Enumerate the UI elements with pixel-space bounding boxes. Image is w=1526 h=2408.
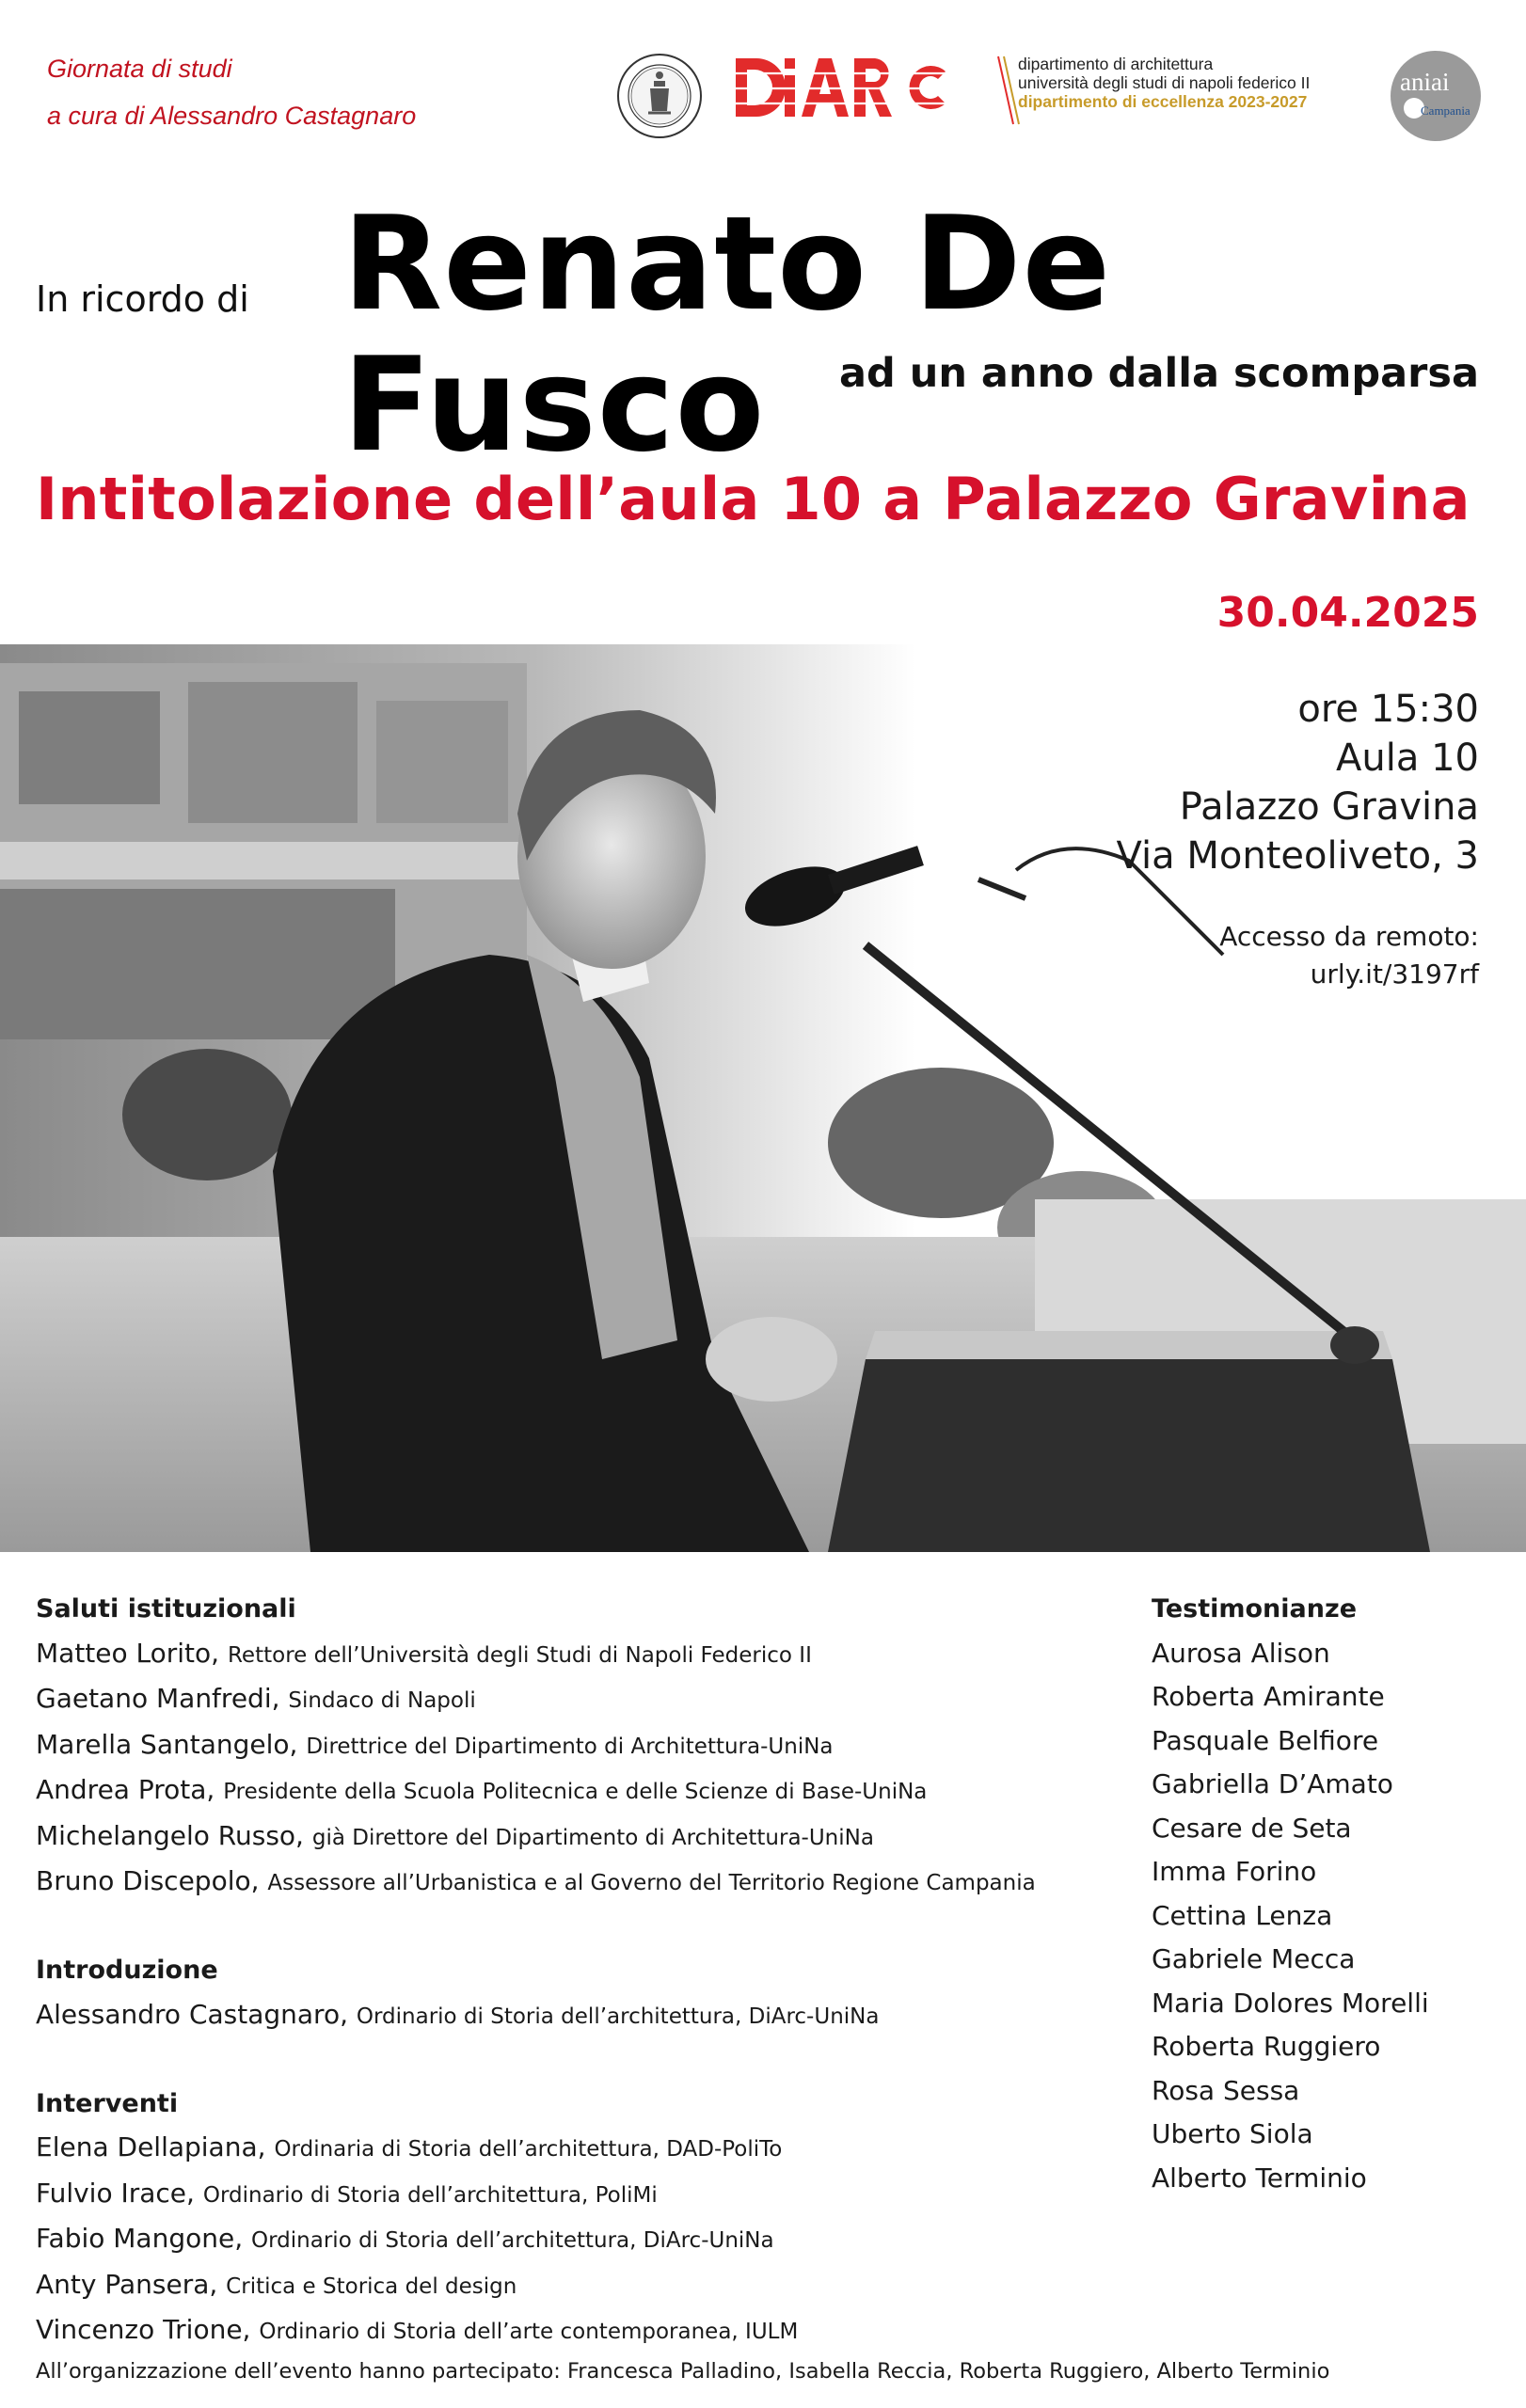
list-item [36, 2172, 1165, 2218]
speaker-role: Ordinario di Storia dell’architettura, PoliMi [202, 2182, 658, 2208]
speaker-name: Matteo Lorito, [36, 1637, 220, 1669]
event-address: Via Monteoliveto, 3 [1116, 834, 1479, 878]
section-heading-testimonianze: Testimonianze [1152, 1594, 1358, 1624]
list-item: Gabriella D’Amato [1152, 1768, 1393, 1799]
list-item: Maria Dolores Morelli [1152, 1987, 1429, 2019]
speaker-role: Presidente della Scuola Politecnica e delle Scienze di Base-UniNa [223, 1780, 928, 1804]
list-item: Rosa Sessa [1152, 2074, 1300, 2106]
speaker-name: Alessandro Castagnaro, [36, 1998, 348, 2030]
organizers-footer: All’organizzazione dell’evento hanno partecipato: Francesca Palladino, Isabella Reccia, Roberta Ruggiero, Alberto Terminio [36, 2359, 1330, 2384]
list-item: Aurosa Alison [1152, 1637, 1330, 1669]
event-date: 30.04.2025 [1216, 589, 1479, 637]
speaker-role: Ordinario di Storia dell’arte contemporanea, IULM [259, 2320, 799, 2344]
event-info [1117, 685, 1479, 880]
program [36, 1588, 1165, 2354]
list-item: Roberta Ruggiero [1152, 2031, 1381, 2062]
diarc-line-1: dipartimento di architettura [1018, 55, 1214, 73]
diarc-line-3: dipartimento di eccellenza 2023-2027 [1018, 92, 1308, 111]
speaker-role: già Direttore del Dipartimento di Architettura-UniNa [311, 1825, 874, 1850]
speaker-name: Bruno Discepolo, [36, 1865, 260, 1896]
event-dedication: Intitolazione dell’aula 10 a Palazzo Gravina [36, 465, 1470, 533]
speaker-name: Fabio Mangone, [36, 2223, 244, 2254]
event-type: Giornata di studi [47, 55, 232, 83]
title-subtitle: ad un anno dalla scomparsa [838, 350, 1479, 397]
event-time: ore 15:30 [1297, 688, 1479, 731]
remote-link[interactable]: urly.it/3197rf [1310, 958, 1479, 990]
list-item: Alberto Terminio [1152, 2162, 1367, 2194]
event-room: Aula 10 [1336, 737, 1479, 780]
list-item [36, 1814, 1165, 1861]
section-heading-introduzione: Introduzione [36, 1956, 218, 1985]
list-item [36, 1632, 1165, 1678]
list-item: Imma Forino [1152, 1856, 1317, 1887]
speaker-name: Elena Dellapiana, [36, 2131, 266, 2162]
list-item: Uberto Siola [1152, 2118, 1313, 2149]
list-item: Roberta Amirante [1152, 1681, 1385, 1712]
remote-access [1219, 918, 1479, 993]
university-seal-icon [616, 53, 703, 139]
remote-label: Accesso da remoto: [1219, 921, 1479, 952]
list-item: Pasquale Belfiore [1152, 1724, 1379, 1756]
speaker-role: Rettore dell’Università degli Studi di Napoli Federico II [227, 1642, 812, 1668]
speaker-role: Critica e Storica del design [226, 2273, 517, 2299]
header-organizers [47, 45, 416, 139]
spacer [36, 2038, 1165, 2083]
spacer [36, 1906, 1165, 1950]
list-item [36, 1993, 1165, 2039]
speaker-role: Ordinario di Storia dell’architettura, DiArc-UniNa [356, 2004, 880, 2029]
list-item [36, 2263, 1165, 2309]
section-heading-saluti: Saluti istituzionali [36, 1594, 296, 1624]
speaker-role: Assessore all’Urbanistica e al Governo del Territorio Regione Campania [267, 1871, 1036, 1895]
diarc-logo [734, 53, 978, 122]
diarc-line-2: università degli studi di napoli federico II [1018, 73, 1311, 92]
speaker-name: Michelangelo Russo, [36, 1819, 304, 1851]
speaker-role: Ordinaria di Storia dell’architettura, DAD-PoliTo [274, 2137, 783, 2162]
page-title: Renato De Fusco [342, 188, 1112, 481]
speaker-name: Vincenzo Trione, [36, 2314, 251, 2345]
speaker-name: Fulvio Irace, [36, 2177, 195, 2209]
diarc-department-text [1018, 55, 1310, 111]
title-prefix: In ricordo di [36, 278, 249, 320]
aniai-logo-text: aniai [1400, 68, 1450, 96]
speaker-name: Gaetano Manfredi, [36, 1683, 280, 1714]
list-item [36, 1860, 1165, 1906]
speaker-role: Ordinario di Storia dell’architettura, DiArc-UniNa [251, 2228, 774, 2253]
diarc-divider-icon [993, 53, 1021, 128]
event-building: Palazzo Gravina [1179, 785, 1479, 829]
list-item [36, 2126, 1165, 2172]
section-heading-interventi: Interventi [36, 2088, 179, 2118]
list-item [36, 1677, 1165, 1723]
list-item: Cettina Lenza [1152, 1899, 1333, 1931]
list-item [36, 2217, 1165, 2263]
speaker-name: Anty Pansera, [36, 2268, 218, 2300]
list-item [36, 1768, 1165, 1814]
list-item: Gabriele Mecca [1152, 1943, 1356, 1974]
list-item: Cesare de Seta [1152, 1812, 1352, 1844]
speaker-name: Andrea Prota, [36, 1774, 215, 1805]
speaker-name: Marella Santangelo, [36, 1728, 298, 1760]
speaker-role: Sindaco di Napoli [288, 1688, 476, 1713]
list-item [36, 1723, 1165, 1769]
testimonianze [1152, 1588, 1490, 2200]
speaker-role: Direttrice del Dipartimento di Architettura-UniNa [306, 1734, 834, 1759]
aniai-logo-sub: Campania [1421, 103, 1470, 118]
list-item [36, 2308, 1165, 2354]
curator: a cura di Alessandro Castagnaro [47, 102, 417, 130]
